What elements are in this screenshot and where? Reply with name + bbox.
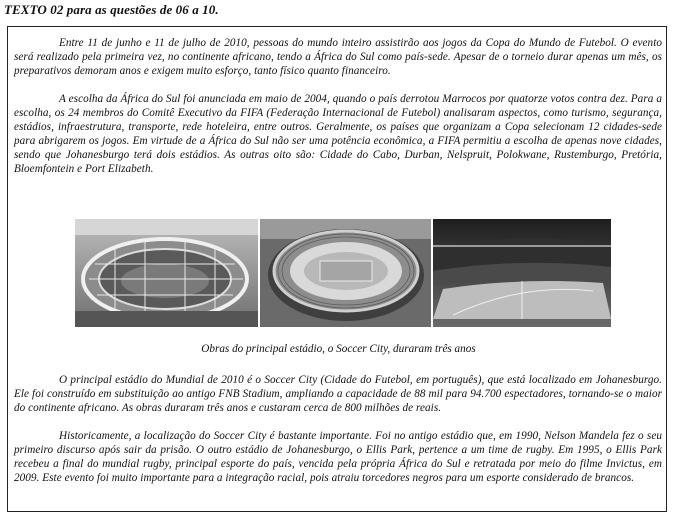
paragraph-3: O principal estádio do Mundial de 2010 é o Soccer City (Cidade do Futebol, em português), que está localizado em Johanesburgo. Ele foi construído em substituição ao antigo FNB Stadium, ampliando a capacidade de 88 mil para 94.700 espectadores, tornando-se o maior do continente africano. As obras duraram três anos e custaram cerca de 800 milhões de reais. xyxy=(14,374,662,414)
stadium-interior-photo xyxy=(433,219,611,327)
section-heading: TEXTO 02 para as questões de 06 a 10. xyxy=(4,2,219,17)
stadium-completed-aerial-photo xyxy=(260,219,431,327)
stadium-construction-aerial-photo xyxy=(75,219,258,327)
paragraph-2: A escolha da África do Sul foi anunciada em maio de 2004, quando o país derrotou Marrocos por quatorze votos contra dez. Para a escolha, os 24 membros do Comitê Executivo da FIFA (Federação Internacional de Futebol) analisaram aspectos, como turismo, segurança, estádios, infraestrutura, transporte, rede hoteleira, entre outros. Geralmente, os países que organizam a Copa selecionam 12 cidades-sede para abrigarem os jogos. Em virtude de a África do Sul não ser uma potência econômica, a FIFA permitiu a escolha de apenas nove cidades, sendo que Johanesburgo terá dois estádios. As outras oito são: Cidade do Cabo, Durban, Nelspruit, Polokwane, Rustemburgo, Pretória, Bloemfontein e Port Elizabeth. xyxy=(14,93,662,175)
photo-caption: Obras do principal estádio, o Soccer City, duraram três anos xyxy=(201,343,476,355)
paragraph-4: Historicamente, a localização do Soccer City é bastante importante. Foi no antigo estádio que, em 1990, Nelson Mandela fez o seu primeiro discurso após sair da prisão. O outro estádio de Johanesburgo, o Ellis Park, pertence a um time de rugby. Em 1995, o Ellis Park recebeu a final do mundial rugby, principal esporte do país, vencida pela própria África do Sul e retratada por meio do filme Invictus, em 2009. Este evento foi muito importante para a integração racial, pois atraiu torcedores negros para um esporte considerado de brancos. xyxy=(14,430,662,484)
paragraph-1: Entre 11 de junho e 11 de julho de 2010, pessoas do mundo inteiro assistirão aos jogos da Copa do Mundo de Futebol. O evento será realizado pela primeira vez, no continente africano, tendo a África do Sul como país-sede. Apesar de o torneio durar apenas um mês, os preparativos demoram anos e exigem muito esforço, tanto físico quanto financeiro. xyxy=(14,37,662,77)
